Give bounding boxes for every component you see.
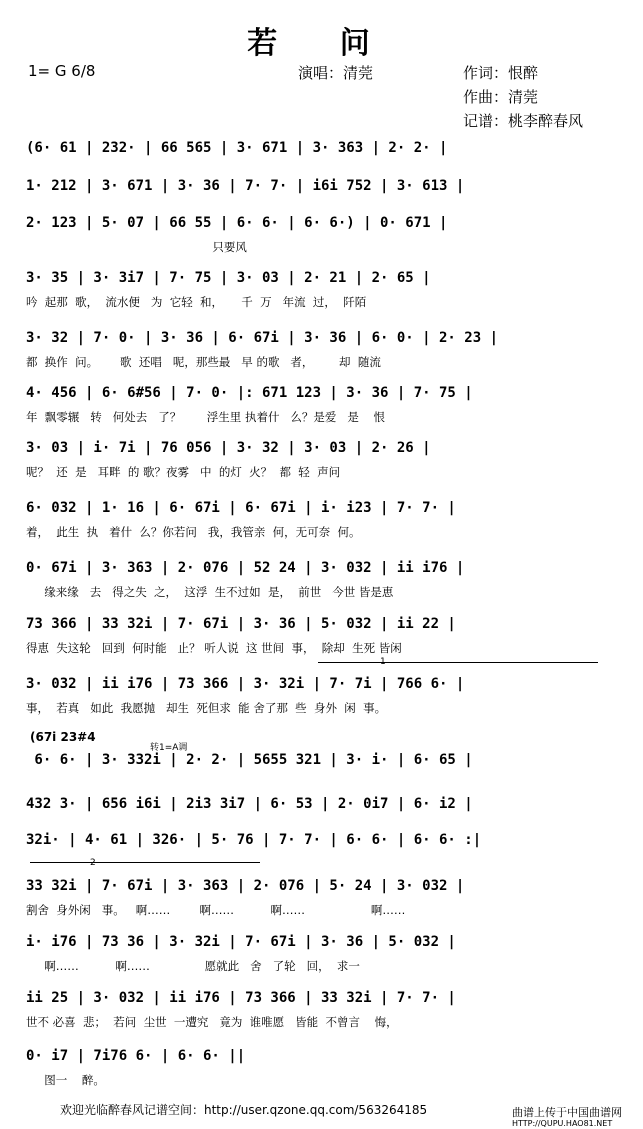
singer: 演唱：清莞 [298, 64, 374, 82]
lyricist: 作词：恨醉 [463, 64, 539, 82]
score-notes-row: 432 3· | 656 i6i | 2i3 3i7 | 6· 53 | 2· 0i7 | 6· i2 | [26, 796, 473, 812]
score-notes-row: 0· i7 | 7i76 6· | 6· 6· || [26, 1048, 246, 1064]
score-notes-row: 3· 32 | 7· 0· | 3· 36 | 6· 67i | 3· 36 | 6· 0· | 2· 23 | [26, 330, 499, 346]
site-url: HTTP://QUPU.HAO81.NET [512, 1119, 613, 1128]
volta-2: 2 [90, 858, 96, 868]
score-lyrics-row: 世不 必喜 悲； 若问 尘世 一遭究 竟为 谁唯愿 皆能 不曾言 悔， [26, 1015, 398, 1029]
volta-1: 1 [380, 657, 386, 667]
score-notes-row: (6· 61 | 232· | 66 565 | 3· 671 | 3· 363 | 2· 2· | [26, 140, 448, 156]
score-notes-row: 3· 03 | i· 7i | 76 056 | 3· 32 | 3· 03 | 2· 26 | [26, 440, 431, 456]
score-lyrics-row: 吟 起那 歌， 流水便 为 它轻 和， 千 万 年流 过， 阡陌 [26, 295, 367, 309]
volta-2-bracket [30, 862, 260, 863]
key-change: 转1=A调 [150, 743, 188, 753]
score-lyrics-row: 只要风 [26, 240, 247, 254]
score-notes-row: 73 366 | 33 32i | 7· 67i | 3· 36 | 5· 032 | ii 22 | [26, 616, 456, 632]
score-notes-row: 4· 456 | 6· 6#56 | 7· 0· |: 671 123 | 3· 36 | 7· 75 | [26, 385, 473, 401]
score-lyrics-row: 割舍 身外闲 事。 啊…… 啊…… 啊…… 啊…… [26, 903, 406, 917]
score-notes-row: 1· 212 | 3· 671 | 3· 36 | 7· 7· | i6i 752 | 3· 613 | [26, 178, 465, 194]
score-lyrics-row: 着， 此生 执 着什 么？你若问 我，我管亲 何，无可奈 何。 [26, 525, 361, 539]
score-lyrics-row: 年 飘零辗 转 何处去 了？ 浮生里 执着什 么？是爱 是 恨 [26, 410, 386, 424]
score-notes-row: i· i76 | 73 36 | 3· 32i | 7· 67i | 3· 36 | 5· 032 | [26, 934, 456, 950]
composer: 作曲：清莞 [463, 88, 539, 106]
score-notes-row: ii 25 | 3· 032 | ii i76 | 73 366 | 33 32i | 7· 7· | [26, 990, 456, 1006]
page-title: 若 问 [247, 26, 396, 61]
score-notes-row: 3· 032 | ii i76 | 73 366 | 3· 32i | 7· 7i | 766 6· | [26, 676, 465, 692]
score-notes-row: 3· 35 | 3· 3i7 | 7· 75 | 3· 03 | 2· 21 | 2· 65 | [26, 270, 431, 286]
small-notes: (67i 23#4 [30, 730, 96, 744]
volta-1-bracket [318, 662, 598, 663]
transcriber: 记谱：桃李醉春风 [463, 112, 584, 130]
score-notes-row: 32i· | 4· 61 | 326· | 5· 76 | 7· 7· | 6· 6· | 6· 6· :| [26, 832, 482, 848]
score-lyrics-row: 图一 醉。 [26, 1073, 105, 1087]
site-label: 曲谱上传于中国曲谱网 [512, 1106, 622, 1119]
score-lyrics-row: 呢？ 还 是 耳畔 的 歌？夜雾 中 的灯 火？ 都 轻 声问 [26, 465, 341, 479]
key-signature: 1= G 6/8 [28, 62, 96, 80]
score-lyrics-row: 都 换作 问。 歌 还唱 呢，那些最 早 的歌 者， 却 随流 [26, 355, 381, 369]
score-lyrics-row: 啊…… 啊…… 愿就此 舍 了轮 回， 求一 [26, 959, 360, 973]
score-lyrics-row: 事， 若真 如此 我愿抛 却生 死但求 能 舍了那 些 身外 闲 事。 [26, 701, 387, 715]
score-notes-row: 6· 6· | 3· 332i | 2· 2· | 5655 321 | 3· i· | 6· 65 | [26, 752, 473, 768]
score-lyrics-row: 缘来缘 去 得之失 之， 这浮 生不过如 是， 前世 今世 皆是恵 [26, 585, 394, 599]
footer: 欢迎光临醉春风记谱空间：http://user.qzone.qq.com/563264185 [60, 1103, 428, 1117]
score-notes-row: 0· 67i | 3· 363 | 2· 076 | 52 24 | 3· 032 | ii i76 | [26, 560, 465, 576]
score-lyrics-row: 得恵 失这轮 回到 何时能 止？ 听人说 这 世间 事， 除却 生死 皆闲 [26, 641, 402, 655]
score-notes-row: 2· 123 | 5· 07 | 66 55 | 6· 6· | 6· 6·) | 0· 671 | [26, 215, 448, 231]
score-notes-row: 6· 032 | 1· 16 | 6· 67i | 6· 67i | i· i23 | 7· 7· | [26, 500, 456, 516]
score-notes-row: 33 32i | 7· 67i | 3· 363 | 2· 076 | 5· 24 | 3· 032 | [26, 878, 465, 894]
